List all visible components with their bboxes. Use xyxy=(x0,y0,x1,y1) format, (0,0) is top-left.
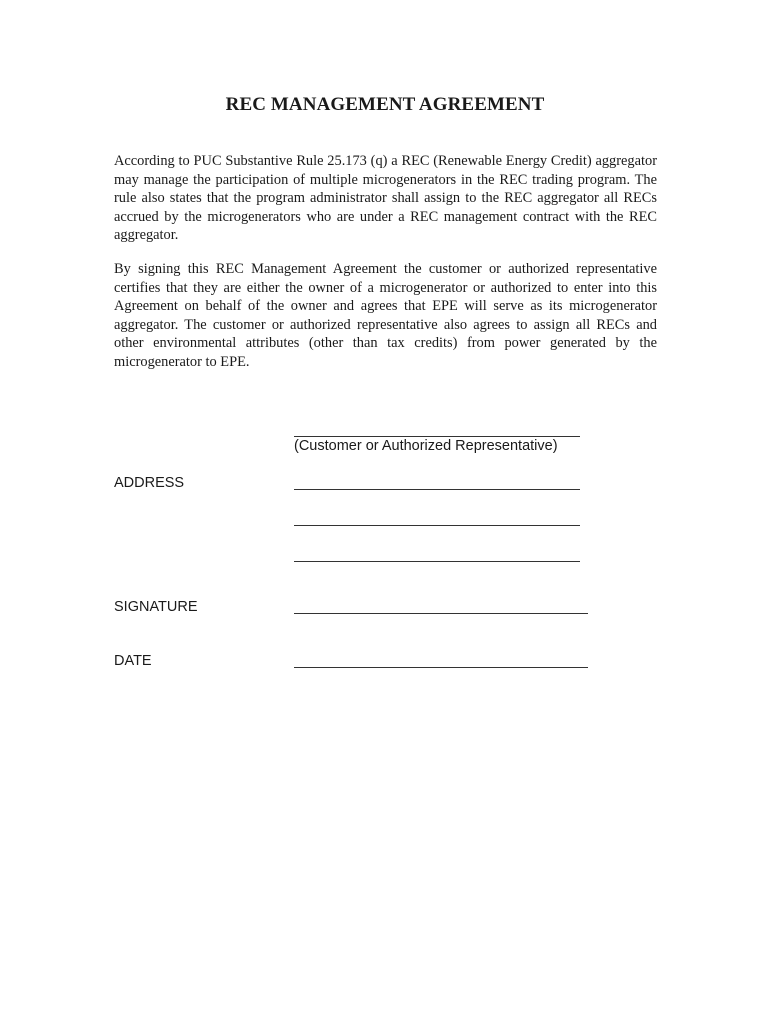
address-line-1[interactable] xyxy=(294,489,580,490)
date-line[interactable] xyxy=(294,667,588,668)
address-line-3[interactable] xyxy=(294,561,580,562)
paragraph-agreement: By signing this REC Management Agreement the customer or authorized representative certifies that they are either the owner of a microgenerator or authorized to enter into this Agreement on behalf of the owner and agrees that EPE will serve as its microgenerator aggregator. The customer or authorized representative also agrees to assign all RECs and other environmental attributes (other than tax credits) from power generated by the microgenerator to EPE. xyxy=(114,261,657,370)
address-label: ADDRESS xyxy=(114,475,185,491)
signature-label: SIGNATURE xyxy=(114,599,198,615)
paragraph-rule: According to PUC Substantive Rule 25.173 (q) a REC (Renewable Energy Credit) aggregator may manage the participation of multiple microgenerators in the REC trading program. The rule also states that the program administrator shall assign to the REC aggregator all RECs accrued by the microgenerators who are under a REC management contract with the REC aggregator. xyxy=(114,153,657,244)
signature-line[interactable] xyxy=(294,613,588,614)
representative-caption: (Customer or Authorized Representative) xyxy=(294,438,558,454)
document-title: REC MANAGEMENT AGREEMENT xyxy=(225,94,545,115)
date-label: DATE xyxy=(114,653,152,669)
address-line-2[interactable] xyxy=(294,525,580,526)
representative-name-line[interactable] xyxy=(294,436,580,437)
